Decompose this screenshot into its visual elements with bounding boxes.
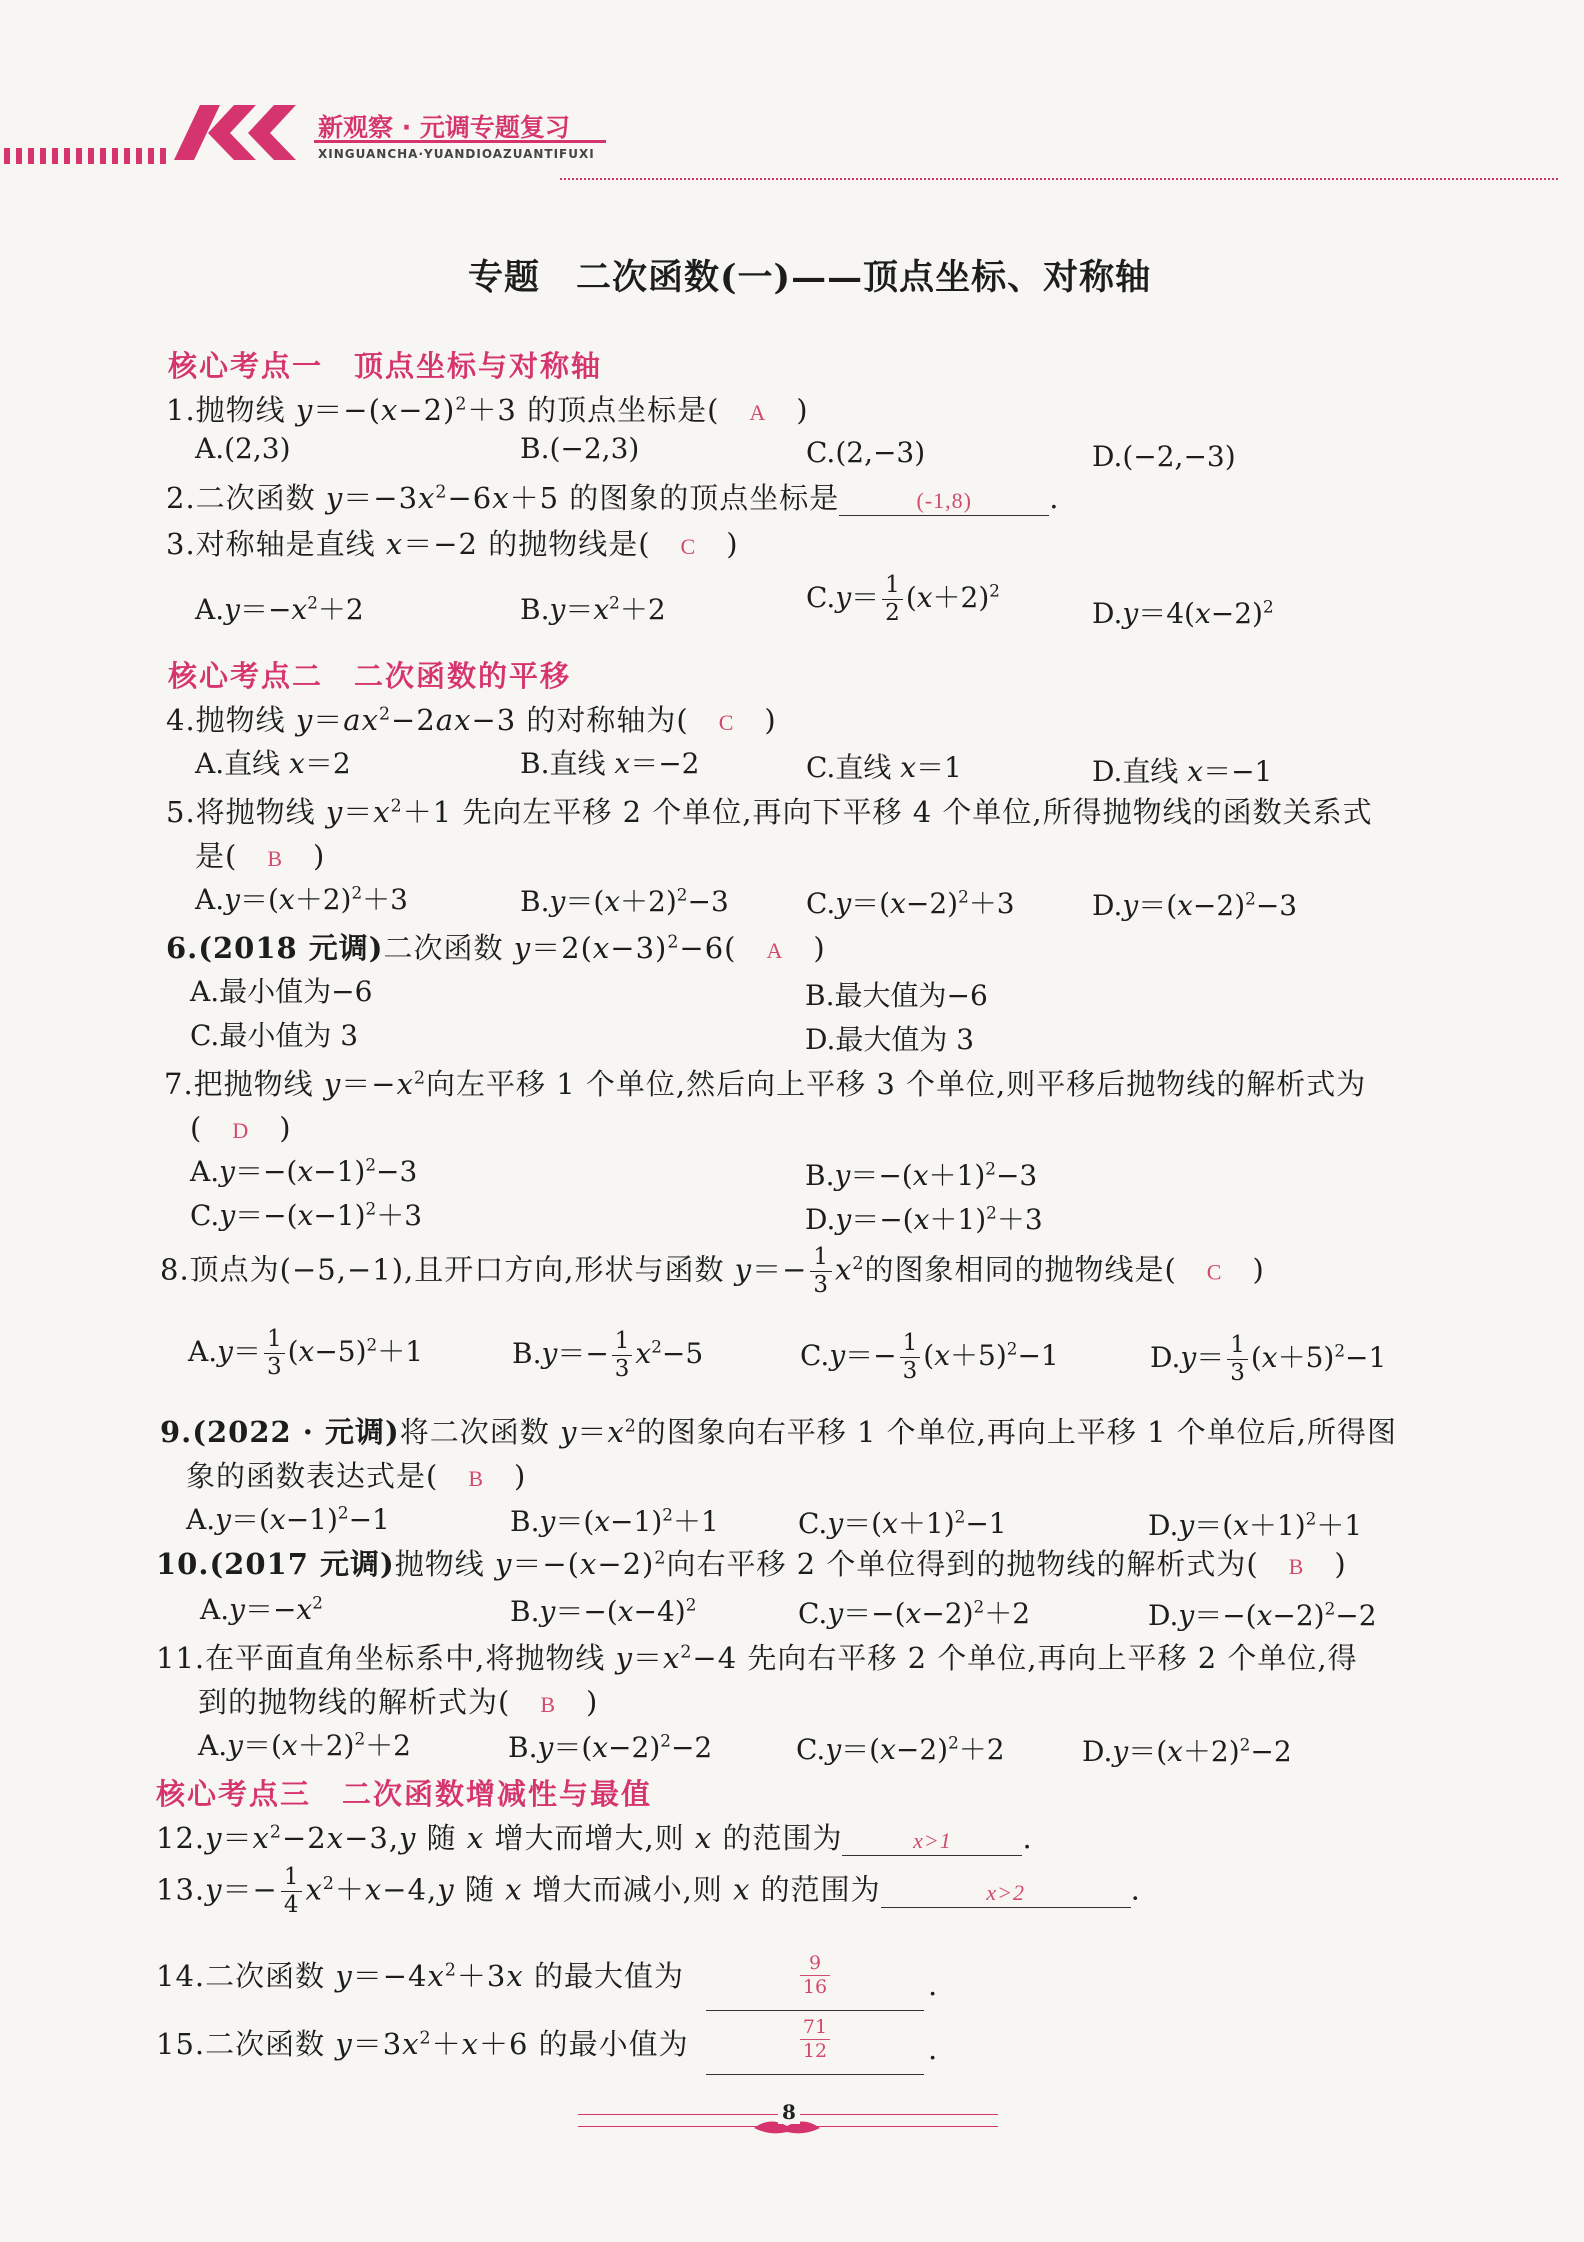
q8-option-b: B.y＝− $\frac{1}{3}$ $x^2-5$ <box>512 1328 704 1382</box>
q11-option-b: $B.y=(x-2)^2-2$ <box>508 1730 713 1764</box>
q11-option-a: $A.y=(x+2)^2+2$ <box>198 1728 411 1762</box>
q3-option-a: $A.y=-x^2+2$ <box>195 592 364 626</box>
question-10: 10.(2017 元调)抛物线 $y=-(x-2)^2$向右平移 2 个单位得到的抛物线的解析式为( B ) <box>156 1547 1347 1581</box>
answer-14-den: 16 <box>800 1975 830 1997</box>
section-heading-1: 核心考点一 顶点坐标与对称轴 <box>168 349 603 383</box>
q10-option-b: $B.y=-(x-4)^2$ <box>510 1594 697 1628</box>
section-heading-2: 核心考点二 二次函数的平移 <box>168 659 572 693</box>
q5-option-a: $A.y=(x+2)^2+3$ <box>195 882 408 916</box>
answer-11: B <box>540 1692 557 1717</box>
question-12: $12.y=x^2-2x-3,y$ 随 x 增大而增大,则 x 的范围为 x>1 . <box>156 1821 1033 1855</box>
answer-15-den: 12 <box>800 2039 830 2061</box>
answer-13: x>2 <box>986 1879 1025 1905</box>
q14-blank <box>706 1954 924 2011</box>
question-7: 7.把抛物线 $y=-x^2$向左平移 1 个单位,然后向上平移 3 个单位,则平移后抛物线的解析式为 <box>164 1067 1367 1101</box>
question-2: 2.二次函数 $y=-3x^2-6x+5$ 的图象的顶点坐标是 (-1,8) . <box>166 481 1060 515</box>
q8-option-d: D.y＝ $\frac{1}{3}$ $(x+5)^2-1$ <box>1150 1332 1387 1386</box>
question-11: 11.在平面直角坐标系中,将抛物线 $y=x^2-4$ 先向右平移 2 个单位,再向上平移 2 个单位,得 <box>156 1641 1358 1675</box>
question-6: 6.(2018 元调)二次函数 $y=2(x-3)^2-6$( A ) <box>166 931 826 965</box>
answer-3: C <box>680 534 697 559</box>
q3-option-d: $D.y=4(x-2)^2$ <box>1092 596 1274 630</box>
header-chevron-icon <box>172 100 322 170</box>
q1-option-c: C.(2,−3) <box>806 436 926 469</box>
answer-7: D <box>232 1118 250 1143</box>
q7-option-d: $D.y=-(x+1)^2+3$ <box>805 1202 1043 1236</box>
q6-option-c: C.最小值为 3 <box>190 1019 359 1052</box>
page-number: 8 <box>778 2100 800 2124</box>
q9-option-c: $C.y=(x+1)^2-1$ <box>798 1506 1007 1540</box>
q3-option-c: C.y＝ $\frac{1}{2}$ $(x+2)^2$ <box>806 572 1000 626</box>
q6-option-a: A.最小值为−6 <box>190 975 373 1008</box>
q9-option-a: $A.y=(x-1)^2-1$ <box>186 1502 390 1536</box>
answer-12: x>1 <box>913 1828 952 1853</box>
q9-option-d: $D.y=(x+1)^2+1$ <box>1148 1508 1363 1542</box>
question-1: 1.抛物线 $y=-(x-2)^2+3$ 的顶点坐标是( A ) <box>166 393 809 427</box>
q6-option-d: D.最大值为 3 <box>805 1023 975 1056</box>
q11-option-d: $D.y=(x+2)^2-2$ <box>1082 1734 1292 1768</box>
q5-option-d: $D.y=(x-2)^2-3$ <box>1092 888 1298 922</box>
q7-option-b: $B.y=-(x+1)^2-3$ <box>805 1158 1038 1192</box>
q4-option-a-label: A.直线 <box>195 747 281 780</box>
question-11-cont: 到的抛物线的解析式为( B ) <box>198 1685 599 1719</box>
q1-option-d: D.(−2,−3) <box>1092 440 1236 473</box>
q7-option-a: $A.y=-(x-1)^2-3$ <box>190 1154 418 1188</box>
q1-option-a: A.(2,3) <box>195 432 291 465</box>
answer-14-num: 9 <box>808 1952 822 1974</box>
q5-option-b: $B.y=(x+2)^2-3$ <box>520 884 729 918</box>
answer-8: C <box>1206 1259 1223 1285</box>
question-3: 3.对称轴是直线 x＝−2 的抛物线是( C ) <box>166 527 739 561</box>
header-stripes <box>0 100 180 170</box>
q4-option-d: D.直线 x＝−1 <box>1092 755 1273 788</box>
q8-option-c: C.y＝− $\frac{1}{3}$ $(x+5)^2-1$ <box>800 1330 1059 1384</box>
q4-option-a: A.直线 x＝2 <box>195 747 351 780</box>
answer-4: C <box>718 710 735 735</box>
question-7-cont: ( D ) <box>190 1111 292 1145</box>
q10-option-d: $D.y=-(x-2)^2-2$ <box>1148 1598 1377 1632</box>
question-5-cont: 是( B ) <box>195 839 326 873</box>
q4-option-c: C.直线 x＝1 <box>806 751 962 784</box>
answer-9: B <box>468 1466 485 1491</box>
q9-option-b: $B.y=(x-1)^2+1$ <box>510 1504 719 1538</box>
q11-option-c: $C.y=(x-2)^2+2$ <box>796 1732 1005 1766</box>
header-dotted-rule <box>560 178 1558 180</box>
answer-10: B <box>1288 1554 1305 1579</box>
answer-1: A <box>749 400 767 425</box>
question-9: 9.(2022 · 元调)将二次函数 $y=x^2$的图象向右平移 1 个单位,再向上平移 1 个单位后,所得图 <box>160 1415 1397 1449</box>
question-14: 14.二次函数 $y=-4x^2+3x$ 的最大值为 <box>156 1959 684 1993</box>
answer-14 <box>800 1954 830 1997</box>
section-heading-3: 核心考点三 二次函数增减性与最值 <box>156 1777 653 1811</box>
question-8: 8.顶点为(−5,−1),且开口方向,形状与函数 y＝− $\frac{1}{3}$ $x^2$的图象相同的抛物线是( C ) <box>160 1244 1265 1298</box>
q10-option-c: $C.y=-(x-2)^2+2$ <box>798 1596 1031 1630</box>
q14-period: . <box>928 1968 939 2002</box>
q4-option-b: B.直线 x＝−2 <box>520 747 700 780</box>
answer-5: B <box>267 846 284 871</box>
page-title: 专题 二次函数(一)——顶点坐标、对称轴 <box>468 257 1152 298</box>
q15-period: . <box>928 2032 939 2066</box>
header-pinyin: XINGUANCHA·YUANDIOAZUANTIFUXI <box>318 147 595 161</box>
q4-option-c-label: C.直线 <box>806 751 892 784</box>
q3-option-b: $B.y=x^2+2$ <box>520 592 666 626</box>
answer-6: A <box>766 938 784 963</box>
q8-option-a: A.y＝ $\frac{1}{3}$ $(x-5)^2+1$ <box>188 1326 424 1380</box>
header-title: 新观察 · 元调专题复习 <box>318 113 570 142</box>
q6-option-b: B.最大值为−6 <box>805 979 988 1012</box>
question-15: 15.二次函数 $y=3x^2+x+6$ 的最小值为 <box>156 2027 689 2061</box>
question-6-source: 6.(2018 元调) <box>166 931 384 965</box>
q4-option-b-label: B.直线 <box>520 747 606 780</box>
question-10-source: 10.(2017 元调) <box>156 1547 395 1581</box>
answer-15-num: 71 <box>802 2016 828 2038</box>
answer-2: (-1,8) <box>916 488 972 513</box>
header-underline <box>314 140 606 143</box>
q15-blank <box>706 2018 924 2075</box>
question-9-source: 9.(2022 · 元调) <box>160 1415 400 1449</box>
question-5: 5.将抛物线 $y=x^2+1$ 先向左平移 2 个单位,再向下平移 4 个单位,所得抛物线的函数关系式 <box>166 795 1373 829</box>
q4-option-d-label: D.直线 <box>1092 755 1179 788</box>
question-9-cont: 象的函数表达式是( B ) <box>186 1459 527 1493</box>
q7-option-c: $C.y=-(x-1)^2+3$ <box>190 1198 423 1232</box>
question-4: 4.抛物线 $y=ax^2-2ax-3$ 的对称轴为( C ) <box>166 703 777 737</box>
q1-option-b: B.(−2,3) <box>520 432 640 465</box>
question-13: 13.y＝− $\frac{1}{4}$ $x^2+x-4,y$ 随 x 增大而减小,则 x 的范围为 x>2 . <box>156 1864 1141 1918</box>
answer-15 <box>800 2018 830 2061</box>
q5-option-c: $C.y=(x-2)^2+3$ <box>806 886 1015 920</box>
q10-option-a: $A.y=-x^2$ <box>200 1592 323 1626</box>
